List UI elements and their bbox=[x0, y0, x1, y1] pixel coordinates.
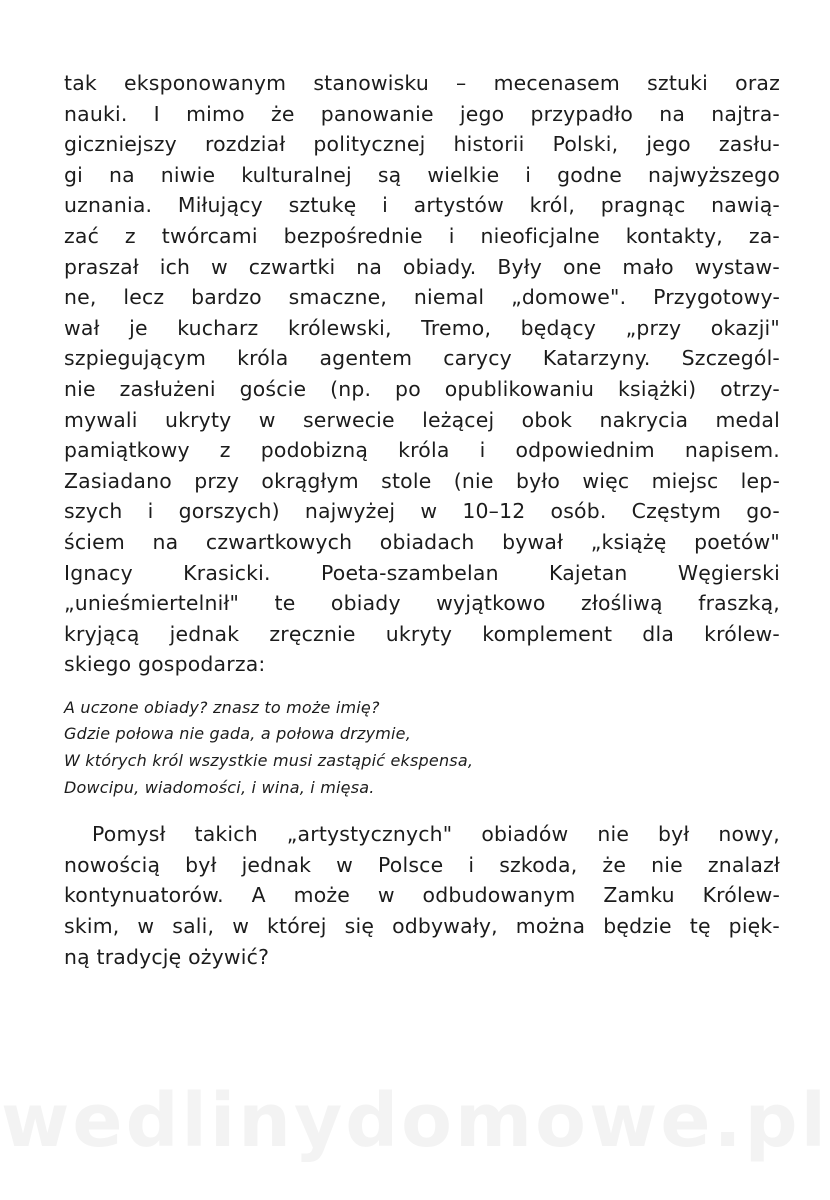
text-line: nowością był jednak w Polsce i szkoda, że nie znalazł bbox=[64, 852, 780, 877]
text-line: skim, w sali, w której się odbywały, można będzie tę pięk- bbox=[64, 914, 780, 939]
text-line: giczniejszy rozdział politycznej historii Polski, jego zasłu- bbox=[64, 132, 780, 157]
text-line: zać z twórcami bezpośrednie i nieoficjalne kontakty, za- bbox=[64, 223, 780, 248]
watermark: wedlinydomowe.pl bbox=[1, 1078, 829, 1164]
text-line: uznania. Miłujący sztukę i artystów król, pragnąc nawią- bbox=[64, 193, 780, 218]
text-line: pamiątkowy z podobizną króla i odpowiednim napisem. bbox=[64, 438, 780, 463]
text-line: ne, lecz bardzo smaczne, niemal „domowe". Przygotowy- bbox=[64, 285, 780, 310]
text-line: „unieśmiertelnił" te obiady wyjątkowo złośliwą fraszką, bbox=[64, 591, 780, 616]
text-line: skiego gospodarza: bbox=[64, 652, 266, 677]
text-line: Zasiadano przy okrągłym stole (nie było więc miejsc lep- bbox=[64, 468, 780, 493]
poem-line: W których król wszystkie musi zastąpić ekspensa, bbox=[64, 751, 474, 771]
text-line: szych i gorszych) najwyżej w 10–12 osób. Częstym go- bbox=[64, 499, 780, 524]
text-line: szpiegującym króla agentem carycy Katarzyny. Szczegól- bbox=[64, 346, 780, 371]
text-line: mywali ukryty w serwecie leżącej obok nakrycia medal bbox=[64, 407, 780, 432]
text-line: nie zasłużeni goście (np. po opublikowaniu książki) otrzy- bbox=[64, 376, 780, 401]
page-text bbox=[64, 68, 780, 972]
text-line: ściem na czwartkowych obiadach bywał „książę poetów" bbox=[64, 529, 780, 554]
text-line: gi na niwie kulturalnej są wielkie i godne najwyższego bbox=[64, 162, 780, 187]
poem-line: A uczone obiady? znasz to może imię? bbox=[64, 697, 380, 717]
paragraph-1 bbox=[64, 68, 780, 680]
text-line: kontynuatorów. A może w odbudowanym Zamku Królew- bbox=[64, 883, 780, 908]
text-line: kryjącą jednak zręcznie ukryty komplement dla królew- bbox=[64, 621, 780, 646]
poem-line: Gdzie połowa nie gada, a połowa drzymie, bbox=[64, 724, 411, 744]
text-line: ną tradycję ożywić? bbox=[64, 944, 270, 969]
poem-quote bbox=[64, 695, 780, 801]
text-line: praszał ich w czwartki na obiady. Były one mało wystaw- bbox=[64, 254, 780, 279]
text-line: nauki. I mimo że panowanie jego przypadło na najtra- bbox=[64, 101, 780, 126]
paragraph-2 bbox=[64, 819, 780, 972]
text-line: Ignacy Krasicki. Poeta-szambelan Kajetan Węgierski bbox=[64, 560, 780, 585]
text-line: Pomysł takich „artystycznych" obiadów nie był nowy, bbox=[92, 822, 780, 847]
text-line: tak eksponowanym stanowisku – mecenasem sztuki oraz bbox=[64, 71, 780, 95]
text-line: wał je kucharz królewski, Tremo, będący „przy okazji" bbox=[64, 315, 780, 340]
poem-line: Dowcipu, wiadomości, i wina, i mięsa. bbox=[64, 777, 375, 797]
